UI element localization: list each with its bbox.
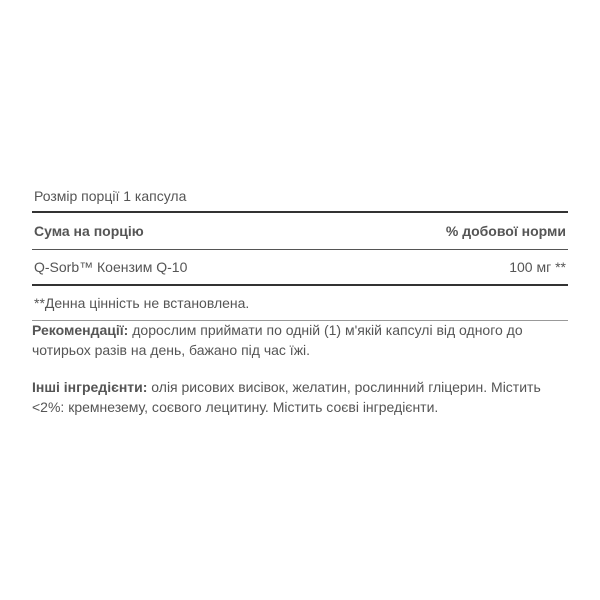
ingredients-paragraph [32,377,572,417]
facts-header-row [32,213,568,249]
supplement-facts-panel [32,181,568,321]
facts-footnote: **Денна цінність не встановлена. [34,295,250,311]
recommendations-label: Рекомендації: [32,322,129,338]
ingredients-text: олія рисових висівок, желатин, рослинний гліцерин. Містить <2%: кремнезему, соєвого лецитину. Містить соєві інгредієнти. [32,379,541,415]
facts-item-row [32,250,568,284]
recommendations-paragraph [32,320,572,360]
item-name: Q-Sorb™ Коензим Q-10 [34,259,188,275]
header-amount-per-serving: Сума на порцію [34,223,144,239]
item-value: 100 мг ** [509,259,566,275]
header-daily-value: % добової норми [445,223,566,239]
recommendations-text: дорослим приймати по одній (1) м'якій капсулі від одного до чотирьох разів на день, бажано під час їжі. [32,322,523,358]
serving-size: Розмір порції 1 капсула [34,188,187,204]
ingredients-label: Інші інгредієнти: [32,379,148,395]
